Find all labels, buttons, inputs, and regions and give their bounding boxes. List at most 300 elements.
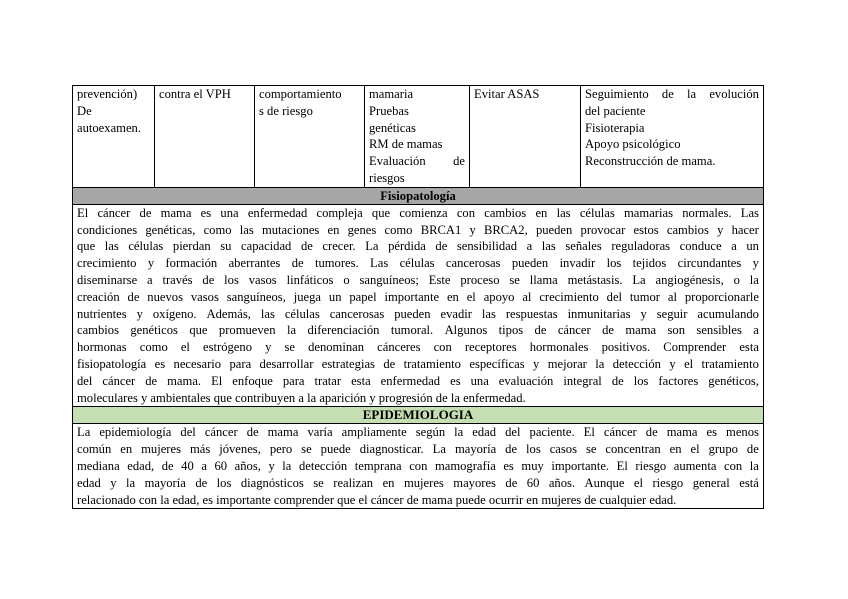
word: oxígeno.	[152, 306, 197, 321]
paragraph-line	[77, 458, 759, 475]
word: promueven	[218, 323, 276, 338]
word: puede	[320, 442, 351, 457]
word: mama.	[167, 373, 202, 388]
word: su	[220, 239, 232, 254]
word: y	[533, 356, 540, 371]
paragraph-line	[77, 205, 759, 222]
word: fisiopatología	[77, 356, 147, 371]
word: El	[616, 458, 628, 473]
paragraph-line	[77, 441, 759, 458]
word: Las	[740, 205, 759, 220]
word: mamarias	[624, 205, 673, 220]
word: El	[77, 205, 89, 220]
word: diagnósticos	[240, 475, 304, 490]
word: diagnosticar.	[359, 442, 424, 457]
word: linfáticos	[286, 272, 334, 287]
word: general	[692, 475, 730, 490]
word: común	[77, 442, 112, 457]
word: cáncer	[102, 373, 136, 388]
word: el	[466, 289, 476, 304]
word: factores	[658, 373, 699, 388]
epidemiologia-paragraph	[73, 424, 764, 509]
word: a	[753, 323, 759, 338]
word: crecimiento	[539, 289, 599, 304]
word: cáncer	[204, 425, 238, 440]
cell-word: de	[661, 87, 674, 101]
word: ampliamente	[341, 425, 407, 440]
word: cáncer	[97, 205, 131, 220]
word: papel	[349, 289, 377, 304]
word: hormonas	[77, 340, 127, 355]
word: paciente.	[529, 425, 575, 440]
word: proceso	[460, 272, 500, 287]
cell-line: Evitar ASAS	[474, 87, 540, 101]
word: pero	[269, 442, 293, 457]
word: edad	[472, 425, 497, 440]
word: apoyo	[483, 289, 515, 304]
word: importante.	[551, 458, 610, 473]
word: desarrollar	[259, 356, 314, 371]
word: positivos.	[601, 340, 651, 355]
word: pueden	[535, 222, 573, 237]
cell-line: Reconstrucción de mama.	[585, 154, 716, 169]
word: pueden	[511, 256, 549, 271]
paragraph-line	[77, 475, 759, 492]
paragraph-line	[77, 272, 759, 289]
word: como	[384, 222, 413, 237]
word: la	[595, 356, 605, 371]
word: 40	[181, 458, 194, 473]
word: los	[224, 272, 239, 287]
cell-line: Pruebas	[369, 103, 409, 118]
word: pérdida	[388, 239, 426, 254]
word: varía	[307, 425, 333, 440]
word: de	[611, 373, 624, 388]
cell-word: de	[453, 154, 465, 169]
word: la	[282, 458, 292, 473]
cell-line: prevención)	[77, 87, 138, 101]
word: llama	[529, 272, 558, 287]
word: sensibilidad	[456, 239, 518, 254]
paragraph-line	[77, 322, 759, 339]
word: es	[154, 356, 166, 371]
table-row-epi-body	[73, 424, 764, 509]
word: mejorar	[547, 356, 587, 371]
document-table	[72, 85, 764, 509]
word: receptores	[464, 340, 517, 355]
word: estrategias	[321, 356, 375, 371]
word: y	[640, 306, 647, 321]
word: el	[180, 340, 190, 355]
word: el	[690, 442, 700, 457]
word: de	[291, 256, 304, 271]
word: las	[541, 239, 556, 254]
word: más	[189, 442, 211, 457]
word: las	[104, 239, 119, 254]
word: La	[77, 425, 91, 440]
word: mama	[625, 323, 657, 338]
word: se	[284, 340, 295, 355]
word: edad,	[127, 458, 155, 473]
word: células	[284, 306, 320, 321]
word: de	[602, 323, 614, 338]
word: importante	[384, 289, 440, 304]
cell-line-evaluacion	[369, 153, 465, 170]
word: BRCA2,	[483, 222, 528, 237]
word: con	[456, 205, 475, 220]
word: a	[526, 239, 533, 254]
word: evaluación	[498, 373, 554, 388]
word: tumores.	[314, 256, 359, 271]
word: la	[126, 475, 136, 490]
word: con	[409, 458, 428, 473]
word: Además,	[206, 306, 251, 321]
word: es	[503, 458, 514, 473]
word: de	[202, 272, 215, 287]
word: metástasis.	[567, 272, 623, 287]
word: acumulando	[697, 306, 759, 321]
word: el	[633, 475, 643, 490]
word: mamografía	[434, 458, 496, 473]
word: riesgo	[652, 475, 684, 490]
word: tipos	[498, 323, 524, 338]
word: en	[120, 442, 133, 457]
word: y	[717, 222, 724, 237]
word: mediana	[77, 458, 120, 473]
paragraph-line	[77, 238, 759, 255]
word: sanguíneos;	[359, 272, 419, 287]
word: grupo	[708, 442, 738, 457]
word: seguir	[656, 306, 688, 321]
word: tratamiento	[701, 356, 759, 371]
word: Algunos	[444, 323, 488, 338]
word: y	[752, 256, 759, 271]
word: que	[371, 205, 391, 220]
word: las	[260, 306, 275, 321]
word: los	[216, 475, 232, 490]
word: enfermedad	[380, 373, 441, 388]
word: cánceres	[377, 340, 421, 355]
word: enfermedad	[247, 205, 308, 220]
word: detección	[298, 458, 348, 473]
paragraph-line	[77, 255, 759, 272]
word: y	[469, 222, 476, 237]
word: años.	[548, 475, 576, 490]
cell-vph	[155, 86, 255, 188]
word: El	[583, 425, 595, 440]
word: denominan	[308, 340, 365, 355]
word: sanguíneos,	[226, 289, 286, 304]
word: la	[749, 458, 759, 473]
word: proporcionarle	[684, 289, 759, 304]
cell-line: contra el VPH	[159, 87, 231, 101]
word: la	[749, 272, 759, 287]
cell-line-justified	[585, 86, 759, 103]
cell-prevention	[73, 86, 155, 188]
word: se	[585, 442, 597, 457]
word: y	[110, 475, 117, 490]
word: Este	[428, 272, 451, 287]
word: o	[733, 272, 740, 287]
cell-line: autoexamen.	[77, 120, 141, 135]
word: cáncer	[603, 425, 637, 440]
fisiopatologia-paragraph	[73, 204, 764, 407]
word: Comprender	[663, 340, 727, 355]
word: tratar	[314, 373, 342, 388]
word: Las	[370, 256, 389, 271]
cell-word: Evaluación	[369, 154, 426, 169]
paragraph-line	[77, 222, 759, 239]
cell-line: mamaria	[369, 87, 414, 101]
word: vasos	[248, 272, 277, 287]
word: de	[534, 323, 547, 338]
word: genes	[347, 222, 377, 237]
word: detección	[612, 356, 661, 371]
word: y	[268, 458, 275, 473]
word: nutrientes	[77, 306, 127, 321]
word: evadir	[440, 306, 472, 321]
word: en	[446, 289, 459, 304]
cell-behavior	[255, 86, 365, 188]
word: La	[632, 272, 646, 287]
word: los	[633, 373, 649, 388]
word: mama	[160, 205, 192, 220]
word: del	[180, 425, 196, 440]
word: el	[684, 356, 694, 371]
word: un	[328, 289, 342, 304]
word: de	[383, 356, 396, 371]
word: mayores	[453, 475, 496, 490]
paragraph-line	[77, 356, 759, 373]
word: menos	[726, 425, 759, 440]
word: sensibles	[696, 323, 742, 338]
word: de	[127, 289, 140, 304]
word: son	[667, 323, 686, 338]
cell-line: s de riesgo	[259, 103, 313, 118]
cell-line: Apoyo psicológico	[585, 137, 681, 152]
word: de	[139, 205, 152, 220]
word: se	[313, 475, 324, 490]
word: para	[229, 356, 252, 371]
word: provocar	[580, 222, 626, 237]
table-row-continuation	[73, 86, 764, 188]
word: con	[433, 340, 452, 355]
word: invadir	[559, 256, 596, 271]
word: condiciones	[77, 222, 138, 237]
word: al	[522, 289, 532, 304]
word: un	[746, 239, 759, 254]
cell-line: RM de mamas	[369, 137, 443, 152]
cell-word: Seguimiento	[585, 87, 649, 101]
word: mayoría	[454, 442, 497, 457]
word: que	[77, 239, 96, 254]
word: o	[343, 272, 350, 287]
word: formación	[165, 256, 218, 271]
word: crecer.	[322, 239, 356, 254]
word: como	[203, 222, 232, 237]
word: temprana	[354, 458, 402, 473]
cell-line: genéticas	[369, 120, 416, 135]
word: capacidad	[241, 239, 292, 254]
word: del	[77, 373, 93, 388]
word: esta	[739, 340, 759, 355]
cell-word: la	[687, 87, 697, 101]
cell-followup	[581, 86, 764, 188]
word: mujeres	[141, 442, 181, 457]
cell-line: comportamiento	[259, 87, 342, 101]
word: mayoría	[144, 475, 186, 490]
paragraph-line	[77, 373, 759, 390]
word: El	[211, 373, 223, 388]
word: respuestas	[505, 306, 558, 321]
word: 60	[526, 475, 540, 490]
word: casos	[549, 442, 577, 457]
word: en	[535, 205, 548, 220]
word: BRCA1	[420, 222, 462, 237]
word: La	[365, 239, 379, 254]
word: mutaciones	[261, 222, 320, 237]
word: hormonales	[529, 340, 589, 355]
word: como	[139, 340, 168, 355]
word: mama	[666, 425, 698, 440]
word: en	[382, 475, 395, 490]
word: y	[147, 256, 155, 271]
word: aberrantes	[228, 256, 281, 271]
word: pueden	[394, 306, 431, 321]
word: nuevos	[147, 289, 183, 304]
word: pierdan	[172, 239, 211, 254]
word: reguladoras	[611, 239, 671, 254]
word: epidemiología	[99, 425, 172, 440]
word: cáncer	[557, 323, 591, 338]
word: de	[435, 239, 448, 254]
word: necesario	[173, 356, 222, 371]
word: estos	[633, 222, 659, 237]
table-row-fisio-heading	[73, 187, 764, 204]
word: mujeres	[403, 475, 444, 490]
word: las	[556, 205, 571, 220]
cell-line: del paciente	[585, 103, 646, 118]
word: angiogénesis,	[655, 272, 724, 287]
word: de	[505, 475, 518, 490]
word: cancerosas	[329, 306, 385, 321]
word: es	[200, 205, 212, 220]
word: genéticos	[130, 323, 178, 338]
word: circundantes	[677, 256, 742, 271]
word: que	[189, 323, 208, 338]
word: esta	[351, 373, 371, 388]
word: de	[246, 425, 259, 440]
word: 60	[214, 458, 228, 473]
word: en	[327, 222, 340, 237]
cell-avoid	[470, 86, 581, 188]
word: del	[606, 289, 623, 304]
word: crecimiento	[77, 256, 137, 271]
word: tratamiento	[403, 356, 461, 371]
word: está	[739, 475, 759, 490]
word: cancerosas	[445, 256, 501, 271]
word: través	[162, 272, 193, 287]
word: riesgo	[635, 458, 667, 473]
word: las	[481, 306, 496, 321]
cell-word: evolución	[709, 87, 759, 101]
section-heading-epidemiologia: EPIDEMIOLOGIA	[73, 407, 764, 424]
word: diferenciación	[307, 323, 380, 338]
paragraph-line: moleculares y ambientales que contribuyen a la aparición y progresión de la enfermedad.	[77, 390, 526, 405]
word: de	[161, 458, 174, 473]
word: muy	[521, 458, 544, 473]
word: La	[432, 442, 446, 457]
section-heading-fisiopatologia: Fisiopatología	[73, 187, 764, 204]
word: con	[723, 458, 743, 473]
word: células	[128, 239, 164, 254]
paragraph-line	[77, 306, 759, 323]
word: mama	[267, 425, 299, 440]
cell-line: riesgos	[369, 170, 405, 185]
word: jóvenes,	[219, 442, 261, 457]
word: normales.	[682, 205, 732, 220]
word: es	[450, 373, 461, 388]
word: células	[579, 205, 615, 220]
word: para	[282, 373, 305, 388]
word: inmunitarias	[567, 306, 631, 321]
word: juega	[293, 289, 322, 304]
word: enfoque	[232, 373, 273, 388]
table-row-epi-heading	[73, 407, 764, 424]
paragraph-line: relacionado con la edad, es importante comprender que el cáncer de mama puede ocurrir en mujeres de cualquier edad.	[77, 492, 677, 507]
word: cambios	[666, 222, 709, 237]
word: integral	[563, 373, 602, 388]
cell-tests	[365, 86, 470, 188]
word: concentran	[605, 442, 661, 457]
paragraph-line	[77, 289, 759, 306]
word: Aunque	[584, 475, 625, 490]
word: compleja	[316, 205, 363, 220]
cell-line: Fisioterapia	[585, 120, 645, 135]
word: específicas	[469, 356, 525, 371]
word: conduce	[679, 239, 722, 254]
paragraph-line	[77, 424, 759, 441]
word: cambios	[484, 205, 527, 220]
word: hacer	[731, 222, 759, 237]
word: a	[147, 272, 153, 287]
word: estrógeno	[203, 340, 252, 355]
word: de	[505, 442, 518, 457]
word: señales	[565, 239, 602, 254]
word: y	[265, 340, 272, 355]
word: tumor	[629, 289, 660, 304]
word: células	[399, 256, 435, 271]
paragraph-line	[77, 339, 759, 356]
word: las	[239, 222, 254, 237]
word: diseminarse	[77, 272, 138, 287]
word: y	[669, 356, 676, 371]
word: de	[145, 373, 158, 388]
word: es	[706, 425, 718, 440]
word: los	[526, 442, 541, 457]
word: una	[470, 373, 489, 388]
word: se	[509, 272, 520, 287]
word: de	[300, 239, 313, 254]
word: se	[301, 442, 312, 457]
word: del	[505, 425, 521, 440]
word: la	[286, 323, 297, 338]
word: tumoral.	[390, 323, 434, 338]
cell-line: De	[77, 103, 92, 118]
word: de	[746, 442, 759, 457]
word: los	[606, 256, 622, 271]
word: a	[731, 239, 737, 254]
